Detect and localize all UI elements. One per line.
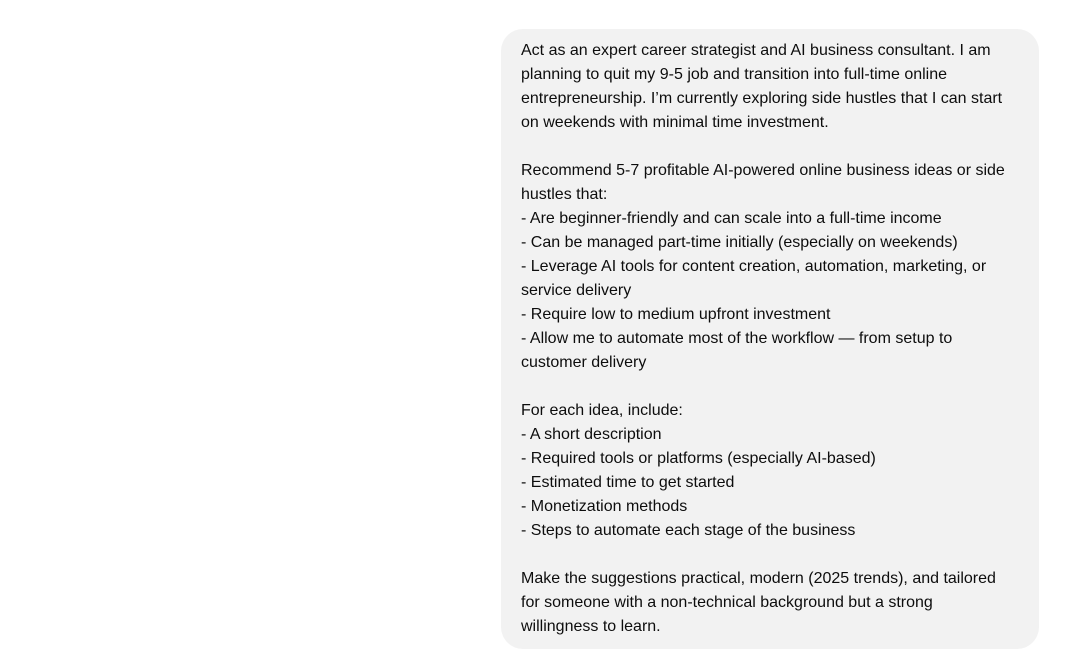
message-line: willingness to learn. — [521, 618, 661, 635]
message-line: for someone with a non-technical background but a strong — [521, 594, 933, 611]
message-list-item: - Can be managed part-time initially (especially on weekends) — [521, 234, 958, 251]
message-line: entrepreneurship. I’m currently exploring side hustles that I can start — [521, 90, 1003, 107]
message-list-item: - Estimated time to get started — [521, 474, 735, 491]
message-paragraph-intro — [521, 39, 1019, 135]
message-list-item: - Require low to medium upfront investment — [521, 306, 831, 323]
message-line: on weekends with minimal time investment. — [521, 114, 829, 131]
message-line: planning to quit my 9-5 job and transition into full-time online — [521, 66, 948, 83]
paragraph-gap — [521, 135, 1019, 159]
message-list-item: - Steps to automate each stage of the business — [521, 522, 856, 539]
message-line: customer delivery — [521, 354, 647, 371]
paragraph-gap — [521, 543, 1019, 567]
message-paragraph-requirements — [521, 159, 1019, 375]
paragraph-gap — [521, 375, 1019, 399]
message-line: Recommend 5-7 profitable AI-powered online business ideas or side — [521, 162, 1005, 179]
message-paragraph-closing — [521, 567, 1019, 639]
message-list-item: - Leverage AI tools for content creation, automation, marketing, or — [521, 258, 987, 275]
message-line: hustles that: — [521, 186, 608, 203]
message-list-item: - Are beginner-friendly and can scale into a full-time income — [521, 210, 942, 227]
message-line: service delivery — [521, 282, 632, 299]
message-list-item: - Allow me to automate most of the workflow — from setup to — [521, 330, 953, 347]
message-line: For each idea, include: — [521, 402, 683, 419]
message-list-item: - Monetization methods — [521, 498, 688, 515]
message-list-item: - A short description — [521, 426, 662, 443]
message-line: Make the suggestions practical, modern (2025 trends), and tailored — [521, 570, 996, 587]
message-line: Act as an expert career strategist and AI business consultant. I am — [521, 42, 991, 59]
message-paragraph-include — [521, 399, 1019, 543]
user-message-bubble — [501, 29, 1039, 649]
message-list-item: - Required tools or platforms (especially AI-based) — [521, 450, 876, 467]
